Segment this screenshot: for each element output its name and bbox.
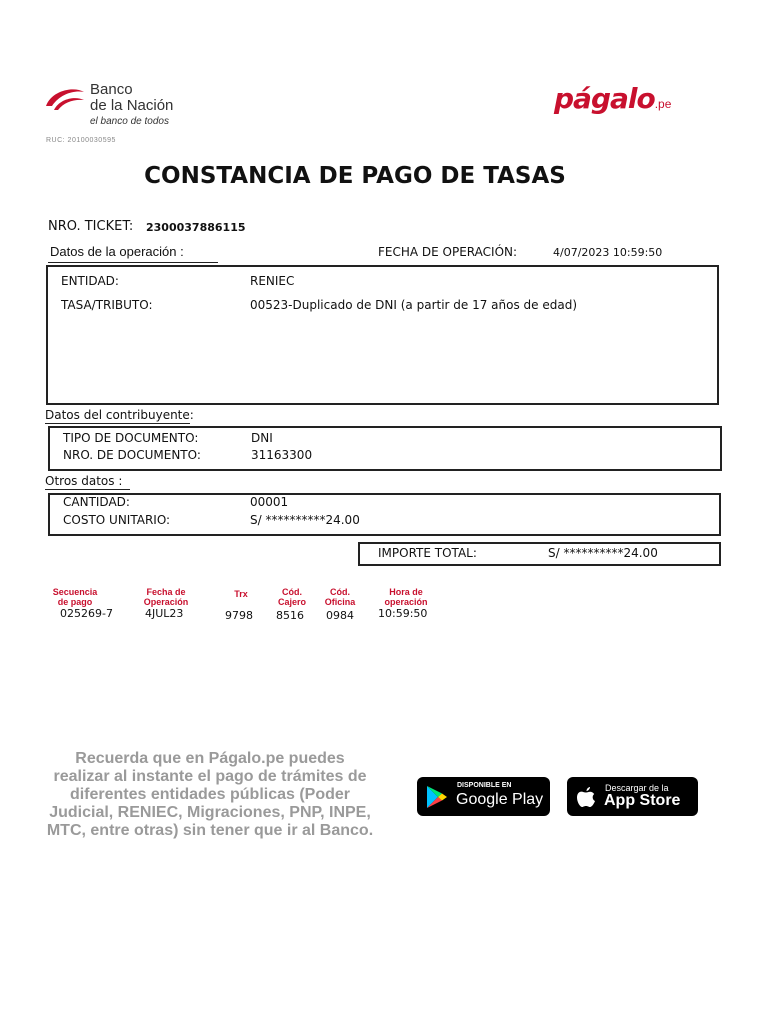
bank-name-line1: Banco: [90, 81, 133, 98]
pagalo-wordmark: págalo: [554, 82, 655, 115]
google-play-icon: [426, 785, 448, 809]
tasa-label: TASA/TRIBUTO:: [61, 298, 153, 312]
ruc-text: RUC: 20100030595: [46, 137, 116, 144]
doc-type-label: TIPO DE DOCUMENTO:: [63, 431, 199, 445]
google-play-badge[interactable]: [417, 777, 550, 816]
cantidad-value: 00001: [250, 495, 289, 509]
header-secuencia: Secuencia de pago: [52, 587, 98, 607]
promo-line: Recuerda que en Págalo.pe puedes: [75, 750, 345, 767]
pagalo-suffix: .pe: [654, 97, 672, 111]
operation-section-underline: [48, 262, 218, 263]
banco-nacion-swirl-icon: [44, 84, 88, 112]
google-badge-small-text: DISPONIBLE EN: [457, 782, 512, 789]
entidad-value: RENIEC: [250, 274, 295, 288]
doc-type-value: DNI: [251, 431, 273, 445]
header-trx: Trx: [234, 589, 248, 599]
header-cajero: Cód. Cajero: [277, 587, 306, 607]
header-hora: Hora de operación: [384, 587, 428, 607]
contributor-section-underline: [45, 423, 190, 424]
promo-line: MTC, entre otras) sin tener que ir al Banco.: [46, 822, 374, 839]
promo-text: [30, 750, 390, 840]
apple-badge-big-text: App Store: [604, 792, 681, 809]
total-label: IMPORTE TOTAL:: [378, 546, 477, 560]
operation-section-label: Datos de la operación :: [50, 244, 184, 259]
bank-tagline: el banco de todos: [90, 116, 169, 127]
total-value: S/ **********24.00: [548, 546, 658, 560]
entidad-label: ENTIDAD:: [61, 274, 119, 288]
tasa-value: 00523-Duplicado de DNI (a partir de 17 años de edad): [250, 298, 578, 312]
cell-oficina: 0984: [326, 609, 354, 622]
cell-hora: 10:59:50: [378, 607, 428, 620]
operation-box: [46, 265, 719, 405]
promo-line: diferentes entidades públicas (Poder: [69, 786, 351, 803]
costo-label: COSTO UNITARIO:: [63, 513, 171, 527]
other-section-label: Otros datos :: [45, 474, 123, 488]
other-section-underline: [45, 489, 130, 490]
contributor-section-label: Datos del contribuyente:: [45, 408, 194, 422]
bank-name-line2: de la Nación: [90, 97, 174, 114]
apple-icon: [576, 785, 596, 809]
banco-nacion-logo: [44, 82, 204, 130]
google-badge-big-text: Google Play: [456, 791, 544, 808]
header-oficina: Cód. Oficina: [324, 587, 356, 607]
cell-cajero: 8516: [276, 609, 304, 622]
operation-date-value: 4/07/2023 10:59:50: [553, 246, 663, 259]
page-title: CONSTANCIA DE PAGO DE TASAS: [144, 163, 566, 189]
promo-line: realizar al instante el pago de trámites de: [53, 768, 367, 785]
operation-date-label: FECHA DE OPERACIÓN:: [378, 245, 518, 259]
cantidad-label: CANTIDAD:: [63, 495, 130, 509]
doc-number-value: 31163300: [251, 448, 313, 462]
ticket-value: 2300037886115: [146, 221, 246, 234]
costo-value: S/ **********24.00: [250, 513, 360, 527]
header-fecha: Fecha de Operación: [143, 587, 189, 607]
pagalo-logo: [554, 82, 674, 126]
doc-number-label: NRO. DE DOCUMENTO:: [63, 448, 201, 462]
cell-fecha: 4JUL23: [145, 607, 184, 620]
app-store-badge[interactable]: [567, 777, 698, 816]
apple-badge-small-text: Descargar de la: [605, 783, 669, 793]
cell-secuencia: 025269-7: [60, 607, 113, 620]
cell-trx: 9798: [225, 609, 253, 622]
promo-line: Judicial, RENIEC, Migraciones, PNP, INPE,: [49, 804, 371, 821]
ticket-label: NRO. TICKET:: [48, 219, 134, 234]
